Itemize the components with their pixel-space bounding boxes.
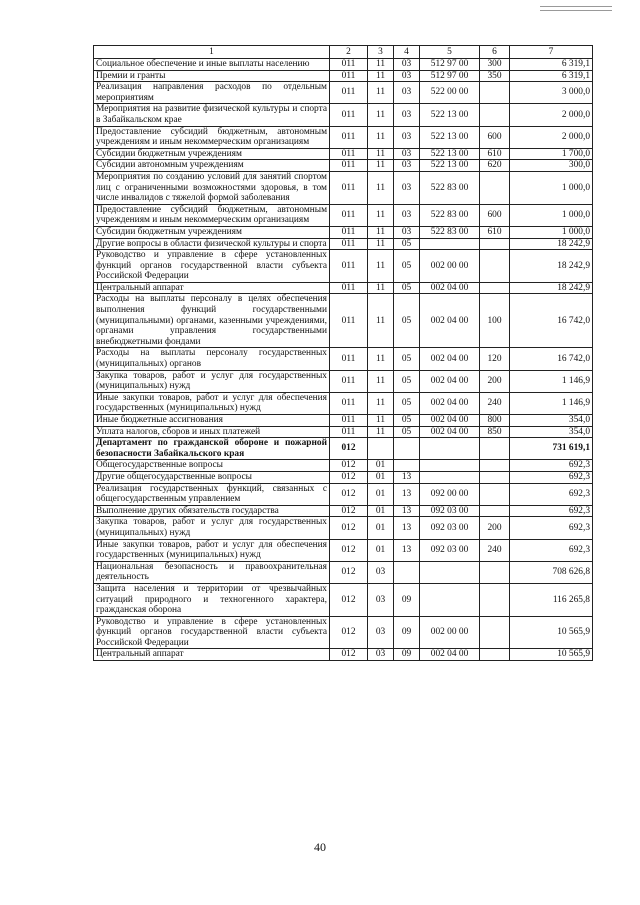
expense-type-cell: [480, 238, 510, 250]
section-code-cell: 11: [368, 282, 394, 294]
expense-type-cell: 850: [480, 426, 510, 438]
table-row: [94, 82, 593, 104]
target-article-cell: 522 00 00: [420, 82, 480, 104]
section-code-cell: 11: [368, 171, 394, 204]
expense-name-cell: Иные закупки товаров, работ и услуг для обеспечения государственных (муниципальных) нужд: [94, 392, 330, 414]
ministry-code-cell: 011: [330, 392, 368, 414]
amount-cell: 708 626,8: [510, 561, 593, 583]
page-number: 40: [314, 840, 326, 854]
amount-cell: 692,3: [510, 483, 593, 505]
amount-cell: 1 000,0: [510, 171, 593, 204]
table-row: [94, 561, 593, 583]
amount-cell: 1 146,9: [510, 392, 593, 414]
amount-cell: 731 619,1: [510, 438, 593, 460]
expense-name-cell: Иные бюджетные ассигнования: [94, 415, 330, 427]
expense-name-cell: Субсидии бюджетным учреждениям: [94, 226, 330, 238]
target-article-cell: 002 00 00: [420, 250, 480, 283]
table-row: [94, 59, 593, 71]
ministry-code-cell: 011: [330, 82, 368, 104]
expense-name-cell: Национальная безопасность и правоохранительная деятельность: [94, 561, 330, 583]
table-row: [94, 583, 593, 616]
table-row: [94, 438, 593, 460]
ministry-code-cell: 012: [330, 483, 368, 505]
subsection-code-cell: 03: [394, 204, 420, 226]
amount-cell: 6 319,1: [510, 59, 593, 71]
target-article-cell: 522 83 00: [420, 204, 480, 226]
expense-name-cell: Субсидии бюджетным учреждениям: [94, 148, 330, 160]
expense-name-cell: Мероприятия на развитие физической культуры и спорта в Забайкальском крае: [94, 104, 330, 126]
target-article-cell: 092 03 00: [420, 517, 480, 539]
table-row: [94, 204, 593, 226]
ministry-code-cell: 011: [330, 126, 368, 148]
expense-name-cell: Департамент по гражданской обороне и пожарной безопасности Забайкальского края: [94, 438, 330, 460]
column-header-5: 5: [420, 46, 480, 59]
target-article-cell: 512 97 00: [420, 59, 480, 71]
expense-name-cell: Центральный аппарат: [94, 649, 330, 661]
subsection-code-cell: 03: [394, 226, 420, 238]
target-article-cell: [420, 583, 480, 616]
subsection-code-cell: 09: [394, 583, 420, 616]
table-row: [94, 171, 593, 204]
ministry-code-cell: 011: [330, 415, 368, 427]
amount-cell: 692,3: [510, 539, 593, 561]
expense-type-cell: [480, 583, 510, 616]
subsection-code-cell: 03: [394, 104, 420, 126]
ministry-code-cell: 012: [330, 561, 368, 583]
table-row: [94, 282, 593, 294]
column-header-6: 6: [480, 46, 510, 59]
ministry-code-cell: 012: [330, 460, 368, 472]
expense-type-cell: [480, 649, 510, 661]
ministry-code-cell: 011: [330, 226, 368, 238]
subsection-code-cell: 03: [394, 59, 420, 71]
amount-cell: 692,3: [510, 517, 593, 539]
subsection-code-cell: [394, 460, 420, 472]
amount-cell: 18 242,9: [510, 250, 593, 283]
target-article-cell: [420, 460, 480, 472]
subsection-code-cell: 13: [394, 517, 420, 539]
ministry-code-cell: 012: [330, 583, 368, 616]
amount-cell: 2 000,0: [510, 104, 593, 126]
section-code-cell: 11: [368, 415, 394, 427]
target-article-cell: 522 83 00: [420, 171, 480, 204]
table-row: [94, 294, 593, 348]
table-row: [94, 649, 593, 661]
target-article-cell: 002 04 00: [420, 649, 480, 661]
table-row: [94, 70, 593, 82]
table-row: [94, 370, 593, 392]
amount-cell: 10 565,9: [510, 616, 593, 649]
table-row: [94, 160, 593, 172]
expense-name-cell: Предоставление субсидий бюджетным, автономным учреждениям и иным некоммерческим организациям: [94, 204, 330, 226]
expense-type-cell: 600: [480, 126, 510, 148]
expense-type-cell: 100: [480, 294, 510, 348]
target-article-cell: [420, 471, 480, 483]
section-code-cell: 01: [368, 517, 394, 539]
subsection-code-cell: 05: [394, 238, 420, 250]
expense-type-cell: 600: [480, 204, 510, 226]
column-header-2: 2: [330, 46, 368, 59]
expense-type-cell: [480, 171, 510, 204]
section-code-cell: 03: [368, 561, 394, 583]
target-article-cell: 002 04 00: [420, 370, 480, 392]
amount-cell: 692,3: [510, 471, 593, 483]
expense-type-cell: [480, 483, 510, 505]
ministry-code-cell: 011: [330, 160, 368, 172]
expense-name-cell: Уплата налогов, сборов и иных платежей: [94, 426, 330, 438]
section-code-cell: 11: [368, 126, 394, 148]
section-code-cell: 11: [368, 294, 394, 348]
expense-name-cell: Расходы на выплаты персоналу в целях обеспечения выполнения функций государственными (муниципальными) органами, казенными учреждениями, органами управления государственными внебюджетными фондами: [94, 294, 330, 348]
expense-type-cell: 200: [480, 370, 510, 392]
expense-type-cell: [480, 104, 510, 126]
amount-cell: 2 000,0: [510, 126, 593, 148]
subsection-code-cell: 05: [394, 392, 420, 414]
subsection-code-cell: 03: [394, 70, 420, 82]
target-article-cell: [420, 238, 480, 250]
section-code-cell: 11: [368, 59, 394, 71]
section-code-cell: 01: [368, 505, 394, 517]
ministry-code-cell: 012: [330, 471, 368, 483]
target-article-cell: 522 13 00: [420, 126, 480, 148]
target-article-cell: 522 83 00: [420, 226, 480, 238]
section-code-cell: 01: [368, 539, 394, 561]
ministry-code-cell: 012: [330, 616, 368, 649]
subsection-code-cell: 09: [394, 616, 420, 649]
section-code-cell: 11: [368, 160, 394, 172]
expense-type-cell: [480, 460, 510, 472]
expense-type-cell: 620: [480, 160, 510, 172]
expense-type-cell: 610: [480, 148, 510, 160]
section-code-cell: 11: [368, 348, 394, 370]
section-code-cell: 11: [368, 148, 394, 160]
ministry-code-cell: 012: [330, 505, 368, 517]
table-row: [94, 426, 593, 438]
target-article-cell: [420, 561, 480, 583]
amount-cell: 1 700,0: [510, 148, 593, 160]
page-corner-mark: [540, 6, 612, 11]
amount-cell: 3 000,0: [510, 82, 593, 104]
expense-name-cell: Мероприятия по созданию условий для занятий спортом лиц с ограниченными возможностями здоровья, в том числе инвалидов с тяжелой формой заболевания: [94, 171, 330, 204]
target-article-cell: 522 13 00: [420, 160, 480, 172]
table-row: [94, 148, 593, 160]
subsection-code-cell: 03: [394, 126, 420, 148]
ministry-code-cell: 011: [330, 250, 368, 283]
target-article-cell: 002 04 00: [420, 415, 480, 427]
table-body: [94, 46, 593, 661]
subsection-code-cell: 03: [394, 148, 420, 160]
expense-type-cell: [480, 282, 510, 294]
expense-name-cell: Закупка товаров, работ и услуг для государственных (муниципальных) нужд: [94, 370, 330, 392]
section-code-cell: 11: [368, 82, 394, 104]
ministry-code-cell: 011: [330, 70, 368, 82]
subsection-code-cell: 13: [394, 539, 420, 561]
subsection-code-cell: 05: [394, 250, 420, 283]
expense-name-cell: Центральный аппарат: [94, 282, 330, 294]
amount-cell: 10 565,9: [510, 649, 593, 661]
expense-name-cell: Руководство и управление в сфере установленных функций органов государственной власти субъекта Российской Федерации: [94, 250, 330, 283]
amount-cell: 116 265,8: [510, 583, 593, 616]
section-code-cell: [368, 438, 394, 460]
target-article-cell: 512 97 00: [420, 70, 480, 82]
section-code-cell: 11: [368, 250, 394, 283]
expense-name-cell: Субсидии автономным учреждениям: [94, 160, 330, 172]
table-row: [94, 517, 593, 539]
ministry-code-cell: 012: [330, 649, 368, 661]
table-row: [94, 238, 593, 250]
expense-name-cell: Расходы на выплаты персоналу государственных (муниципальных) органов: [94, 348, 330, 370]
target-article-cell: [420, 438, 480, 460]
section-code-cell: 11: [368, 204, 394, 226]
table-row: [94, 415, 593, 427]
section-code-cell: 11: [368, 226, 394, 238]
table-row: [94, 460, 593, 472]
table-row: [94, 616, 593, 649]
subsection-code-cell: 03: [394, 160, 420, 172]
amount-cell: 354,0: [510, 426, 593, 438]
expense-name-cell: Реализация направления расходов по отдельным мероприятиям: [94, 82, 330, 104]
target-article-cell: 092 03 00: [420, 505, 480, 517]
ministry-code-cell: 012: [330, 438, 368, 460]
subsection-code-cell: 03: [394, 171, 420, 204]
budget-table: [93, 45, 593, 661]
expense-type-cell: [480, 505, 510, 517]
section-code-cell: 11: [368, 238, 394, 250]
expense-type-cell: 200: [480, 517, 510, 539]
ministry-code-cell: 011: [330, 282, 368, 294]
header-row: [94, 46, 593, 59]
expense-name-cell: Общегосударственные вопросы: [94, 460, 330, 472]
expense-type-cell: [480, 471, 510, 483]
column-header-1: 1: [94, 46, 330, 59]
expense-name-cell: Руководство и управление в сфере установленных функций органов государственной власти субъекта Российской Федерации: [94, 616, 330, 649]
target-article-cell: 522 13 00: [420, 148, 480, 160]
subsection-code-cell: 05: [394, 348, 420, 370]
target-article-cell: 002 04 00: [420, 294, 480, 348]
ministry-code-cell: 011: [330, 148, 368, 160]
amount-cell: 16 742,0: [510, 294, 593, 348]
target-article-cell: 002 04 00: [420, 348, 480, 370]
section-code-cell: 01: [368, 460, 394, 472]
table-row: [94, 250, 593, 283]
amount-cell: 1 000,0: [510, 204, 593, 226]
section-code-cell: 11: [368, 392, 394, 414]
table-row: [94, 226, 593, 238]
amount-cell: 6 319,1: [510, 70, 593, 82]
expense-name-cell: Иные закупки товаров, работ и услуг для обеспечения государственных (муниципальных) нужд: [94, 539, 330, 561]
section-code-cell: 11: [368, 104, 394, 126]
expense-type-cell: 240: [480, 539, 510, 561]
amount-cell: 354,0: [510, 415, 593, 427]
table-row: [94, 483, 593, 505]
section-code-cell: 11: [368, 370, 394, 392]
expense-type-cell: [480, 616, 510, 649]
amount-cell: 692,3: [510, 505, 593, 517]
ministry-code-cell: 011: [330, 104, 368, 126]
subsection-code-cell: 05: [394, 415, 420, 427]
subsection-code-cell: 05: [394, 282, 420, 294]
expense-type-cell: [480, 438, 510, 460]
amount-cell: 300,0: [510, 160, 593, 172]
ministry-code-cell: 011: [330, 204, 368, 226]
section-code-cell: 11: [368, 426, 394, 438]
target-article-cell: 002 04 00: [420, 426, 480, 438]
subsection-code-cell: [394, 438, 420, 460]
section-code-cell: 01: [368, 471, 394, 483]
subsection-code-cell: 03: [394, 82, 420, 104]
target-article-cell: 002 04 00: [420, 282, 480, 294]
ministry-code-cell: 012: [330, 517, 368, 539]
subsection-code-cell: 13: [394, 505, 420, 517]
expense-name-cell: Предоставление субсидий бюджетным, автономным учреждениям и иным некоммерческим организациям: [94, 126, 330, 148]
expense-type-cell: 610: [480, 226, 510, 238]
ministry-code-cell: 011: [330, 59, 368, 71]
target-article-cell: 092 00 00: [420, 483, 480, 505]
subsection-code-cell: 05: [394, 294, 420, 348]
table-row: [94, 348, 593, 370]
expense-type-cell: [480, 250, 510, 283]
target-article-cell: 522 13 00: [420, 104, 480, 126]
target-article-cell: 092 03 00: [420, 539, 480, 561]
expense-name-cell: Выполнение других обязательств государства: [94, 505, 330, 517]
table-row: [94, 539, 593, 561]
subsection-code-cell: [394, 561, 420, 583]
expense-name-cell: Закупка товаров, работ и услуг для государственных (муниципальных) нужд: [94, 517, 330, 539]
subsection-code-cell: 05: [394, 370, 420, 392]
expense-type-cell: 300: [480, 59, 510, 71]
expense-name-cell: Другие вопросы в области физической культуры и спорта: [94, 238, 330, 250]
table-row: [94, 126, 593, 148]
column-header-4: 4: [394, 46, 420, 59]
table-row: [94, 505, 593, 517]
amount-cell: 1 000,0: [510, 226, 593, 238]
subsection-code-cell: 05: [394, 426, 420, 438]
table-row: [94, 104, 593, 126]
ministry-code-cell: 011: [330, 426, 368, 438]
ministry-code-cell: 011: [330, 238, 368, 250]
section-code-cell: 03: [368, 649, 394, 661]
subsection-code-cell: 13: [394, 471, 420, 483]
table-row: [94, 471, 593, 483]
amount-cell: 692,3: [510, 460, 593, 472]
table-row: [94, 392, 593, 414]
ministry-code-cell: 011: [330, 171, 368, 204]
ministry-code-cell: 011: [330, 294, 368, 348]
expense-name-cell: Другие общегосударственные вопросы: [94, 471, 330, 483]
target-article-cell: 002 00 00: [420, 616, 480, 649]
expense-name-cell: Защита населения и территории от чрезвычайных ситуаций природного и техногенного характера, гражданская оборона: [94, 583, 330, 616]
expense-type-cell: [480, 561, 510, 583]
section-code-cell: 01: [368, 483, 394, 505]
subsection-code-cell: 09: [394, 649, 420, 661]
section-code-cell: 11: [368, 70, 394, 82]
ministry-code-cell: 012: [330, 539, 368, 561]
column-header-7: 7: [510, 46, 593, 59]
expense-name-cell: Социальное обеспечение и иные выплаты населению: [94, 59, 330, 71]
ministry-code-cell: 011: [330, 370, 368, 392]
amount-cell: 18 242,9: [510, 282, 593, 294]
expense-type-cell: 350: [480, 70, 510, 82]
amount-cell: 16 742,0: [510, 348, 593, 370]
expense-name-cell: Премии и гранты: [94, 70, 330, 82]
amount-cell: 18 242,9: [510, 238, 593, 250]
section-code-cell: 03: [368, 583, 394, 616]
target-article-cell: 002 04 00: [420, 392, 480, 414]
column-header-3: 3: [368, 46, 394, 59]
ministry-code-cell: 011: [330, 348, 368, 370]
expense-type-cell: 120: [480, 348, 510, 370]
expense-type-cell: 800: [480, 415, 510, 427]
expense-type-cell: [480, 82, 510, 104]
expense-type-cell: 240: [480, 392, 510, 414]
expense-name-cell: Реализация государственных функций, связанных с общегосударственным управлением: [94, 483, 330, 505]
subsection-code-cell: 13: [394, 483, 420, 505]
amount-cell: 1 146,9: [510, 370, 593, 392]
section-code-cell: 03: [368, 616, 394, 649]
